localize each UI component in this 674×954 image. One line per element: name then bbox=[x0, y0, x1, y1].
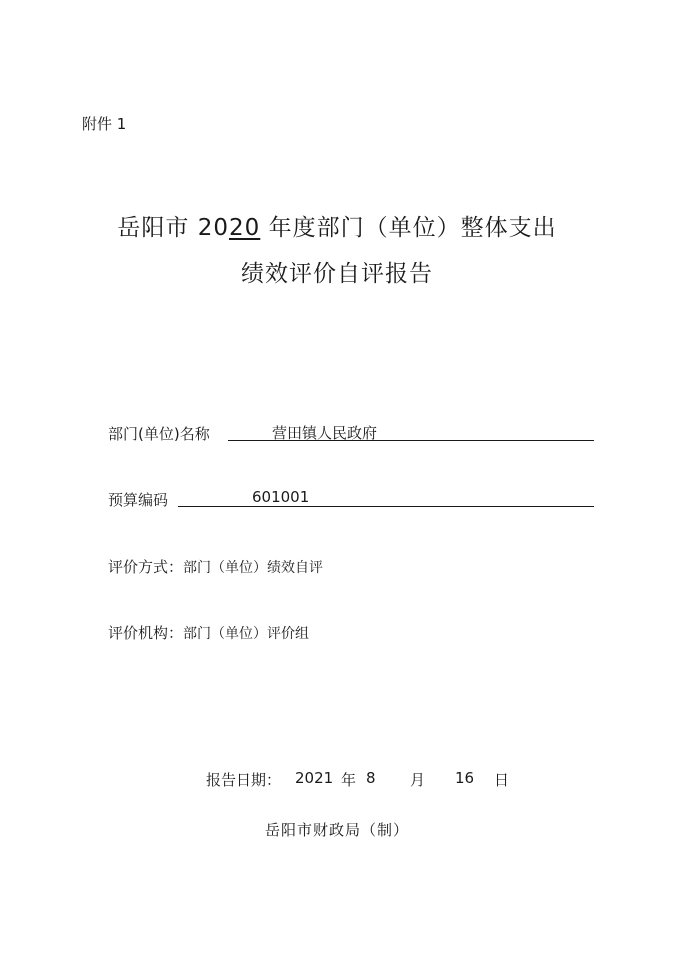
budget-code-label: 预算编码 bbox=[108, 491, 169, 509]
evaluation-org-row bbox=[108, 622, 309, 643]
evaluation-method-label: 评价方式： bbox=[108, 558, 184, 576]
report-date-month: 8 bbox=[366, 769, 376, 787]
evaluation-method-value: 部门（单位）绩效自评 bbox=[183, 560, 324, 576]
evaluation-method-row bbox=[108, 556, 323, 577]
report-title-line1 bbox=[0, 209, 674, 242]
evaluation-org-label: 评价机构： bbox=[108, 624, 184, 642]
evaluation-org-value: 部门（单位）评价组 bbox=[183, 626, 310, 642]
title-suffix: 年度部门（单位）整体支出 bbox=[260, 215, 557, 241]
dept-name-label: 部门(单位)名称 bbox=[108, 425, 210, 443]
report-title-line2: 绩效评价自评报告 bbox=[241, 261, 433, 287]
report-date-day: 16 bbox=[455, 769, 475, 787]
budget-code-value: 601001 bbox=[252, 488, 310, 506]
report-date-year-unit: 年 bbox=[341, 771, 357, 789]
title-year-underlined: 20 bbox=[228, 215, 261, 241]
issuer-footer: 岳阳市财政局（制） bbox=[264, 821, 409, 839]
title-prefix: 岳阳市 20 bbox=[117, 215, 229, 241]
report-date-year: 2021 bbox=[295, 769, 334, 787]
report-date-day-unit: 日 bbox=[494, 771, 510, 789]
report-date-month-unit: 月 bbox=[410, 771, 426, 789]
budget-code-underline bbox=[178, 506, 594, 507]
attachment-label: 附件 1 bbox=[82, 115, 127, 133]
dept-name-value: 营田镇人民政府 bbox=[272, 424, 378, 442]
report-date-label: 报告日期： bbox=[206, 771, 282, 789]
